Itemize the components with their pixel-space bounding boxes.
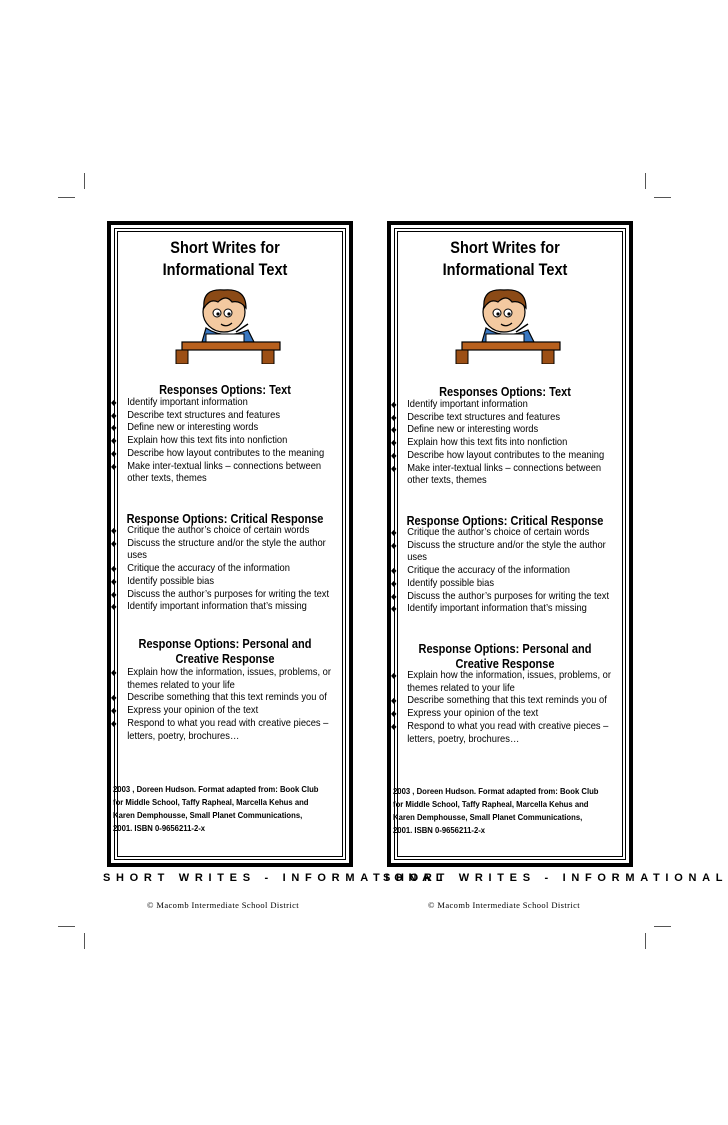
- list-item: ◆ Discuss the structure and/or the style the author uses: [391, 539, 606, 564]
- title-line: Short Writes for: [450, 239, 560, 257]
- bullet-icon: ◆: [111, 693, 117, 703]
- bullet-icon: ◆: [111, 448, 117, 458]
- bullet-icon: ◆: [391, 463, 397, 473]
- crop-mark: [84, 173, 85, 189]
- bullet-icon: ◆: [111, 564, 117, 574]
- list-item: ◆ Identify important information: [391, 399, 528, 410]
- list-item: ◆ Identify important information that’s missing: [391, 603, 587, 615]
- footer-title: SHORT WRITES - INFORMATIONAL: [383, 872, 728, 884]
- item-list: [111, 397, 343, 486]
- crop-mark: [654, 197, 671, 198]
- section-heading: Responses Options: Text: [159, 383, 291, 397]
- item-list: [111, 667, 343, 743]
- item-list: [111, 525, 343, 614]
- footer-title: SHORT WRITES - INFORMATIONAL: [103, 872, 449, 884]
- list-item: ◆ Critique the author’s choice of certain words: [391, 527, 590, 538]
- list-item: ◆ Critique the accuracy of the information: [391, 565, 570, 577]
- bookmark-card: [387, 221, 633, 867]
- list-item: ◆ Critique the accuracy of the information: [111, 563, 290, 575]
- bullet-icon: ◆: [111, 461, 117, 471]
- list-item: ◆ Express your opinion of the text: [111, 705, 259, 717]
- bullet-icon: ◆: [111, 718, 117, 728]
- bullet-icon: ◆: [391, 412, 397, 422]
- bullet-icon: ◆: [391, 591, 397, 601]
- list-item: ◆ Explain how this text fits into nonfiction: [391, 437, 568, 449]
- list-item: ◆ Respond to what you read with creative pieces – letters, poetry, brochures…: [111, 717, 329, 742]
- card-title: [405, 237, 606, 281]
- card-title: [125, 237, 326, 281]
- section-heading: Response Options: Critical Response: [126, 512, 324, 526]
- bullet-icon: ◆: [391, 709, 397, 719]
- list-item: ◆ Describe something that this text reminds you of: [391, 695, 607, 707]
- bullet-icon: ◆: [391, 604, 397, 614]
- title-line: Informational Text: [162, 261, 288, 279]
- list-item: ◆ Describe how layout contributes to the meaning: [111, 447, 325, 459]
- list-item: ◆ Make inter-textual links – connections between other texts, themes: [111, 460, 322, 485]
- crop-mark: [654, 926, 671, 927]
- section-heading: Responses Options: Text: [439, 385, 571, 399]
- bullet-icon: ◆: [111, 538, 117, 548]
- student-writing-illustration: [446, 282, 566, 364]
- bullet-icon: ◆: [111, 398, 117, 407]
- list-item: ◆ Discuss the structure and/or the style the author uses: [111, 537, 326, 562]
- citation-note: 2003 , Doreen Hudson. Format adapted from: Book Club for Middle School, Taffy Rapheal, Marcella Kehus and Karen Demphousse, Small Planet Communications, 2001. ISBN 0-9656211-2-x: [393, 786, 599, 835]
- list-item: ◆ Identify possible bias: [111, 575, 215, 587]
- bullet-icon: ◆: [391, 425, 397, 435]
- list-item: ◆ Explain how the information, issues, problems, or themes related to your life: [391, 670, 611, 694]
- bullet-icon: ◆: [111, 602, 117, 612]
- item-list: [391, 670, 623, 746]
- bullet-icon: ◆: [391, 578, 397, 588]
- list-item: ◆ Define new or interesting words: [111, 422, 259, 434]
- list-item: ◆ Describe text structures and features: [391, 411, 561, 423]
- list-item: ◆ Describe how layout contributes to the meaning: [391, 449, 605, 461]
- item-list: [391, 527, 623, 616]
- bookmark-card: [107, 221, 353, 867]
- bullet-icon: ◆: [111, 436, 117, 446]
- crop-mark: [645, 173, 646, 189]
- list-item: ◆ Define new or interesting words: [391, 424, 539, 436]
- list-item: ◆ Identify important information that’s missing: [111, 601, 307, 613]
- crop-mark: [645, 933, 646, 949]
- student-writing-illustration: [166, 282, 286, 364]
- bullet-icon: ◆: [111, 706, 117, 716]
- section-heading: Response Options: Critical Response: [406, 514, 604, 528]
- bullet-icon: ◆: [111, 526, 117, 535]
- bullet-icon: ◆: [111, 668, 117, 677]
- section-heading: Response Options: Personal and Creative Response: [418, 642, 592, 671]
- bullet-icon: ◆: [111, 423, 117, 433]
- list-item: ◆ Describe text structures and features: [111, 409, 281, 421]
- list-item: ◆ Identify possible bias: [391, 577, 495, 589]
- citation-note: 2003 , Doreen Hudson. Format adapted from: Book Club for Middle School, Taffy Rapheal, Marcella Kehus and Karen Demphousse, Small Planet Communications, 2001. ISBN 0-9656211-2-x: [113, 784, 319, 833]
- bullet-icon: ◆: [391, 528, 397, 537]
- bullet-icon: ◆: [391, 400, 397, 409]
- crop-mark: [84, 933, 85, 949]
- list-item: ◆ Discuss the author’s purposes for writing the text: [111, 588, 330, 600]
- list-item: ◆ Express your opinion of the text: [391, 708, 539, 720]
- list-item: ◆ Discuss the author’s purposes for writing the text: [391, 590, 610, 602]
- copyright-text: © Macomb Intermediate School District: [428, 900, 581, 910]
- crop-mark: [58, 197, 75, 198]
- title-line: Informational Text: [442, 261, 568, 279]
- list-item: ◆ Critique the author’s choice of certain words: [111, 525, 310, 536]
- bullet-icon: ◆: [111, 410, 117, 420]
- bullet-icon: ◆: [391, 540, 397, 550]
- copyright-text: © Macomb Intermediate School District: [147, 900, 300, 910]
- bullet-icon: ◆: [391, 438, 397, 448]
- title-line: Short Writes for: [170, 239, 280, 257]
- list-item: ◆ Respond to what you read with creative pieces – letters, poetry, brochures…: [391, 720, 609, 745]
- list-item: ◆ Explain how the information, issues, problems, or themes related to your life: [111, 667, 331, 691]
- section-heading: Response Options: Personal and Creative Response: [138, 637, 312, 666]
- bullet-icon: ◆: [391, 721, 397, 731]
- item-list: [391, 399, 623, 488]
- bullet-icon: ◆: [391, 566, 397, 576]
- bullet-icon: ◆: [391, 671, 397, 680]
- bullet-icon: ◆: [391, 450, 397, 460]
- crop-mark: [58, 926, 75, 927]
- bullet-icon: ◆: [111, 576, 117, 586]
- list-item: ◆ Make inter-textual links – connections between other texts, themes: [391, 462, 602, 487]
- list-item: ◆ Describe something that this text reminds you of: [111, 692, 327, 704]
- bullet-icon: ◆: [111, 589, 117, 599]
- bullet-icon: ◆: [391, 696, 397, 706]
- list-item: ◆ Identify important information: [111, 397, 248, 408]
- list-item: ◆ Explain how this text fits into nonfiction: [111, 435, 288, 447]
